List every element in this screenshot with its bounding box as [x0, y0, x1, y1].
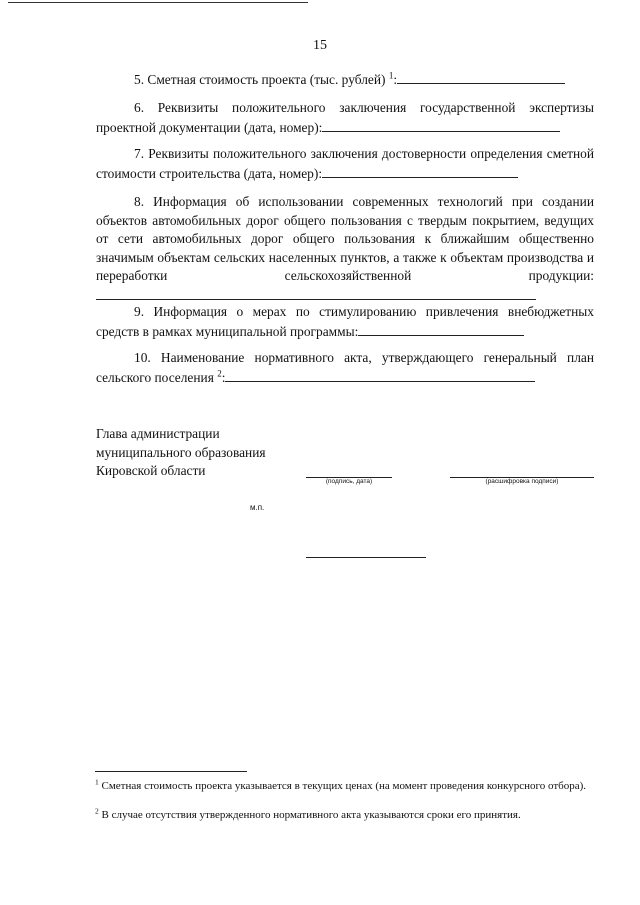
- item-8: [96, 193, 594, 306]
- item-6: [96, 99, 594, 137]
- item-9-text: 9. Информация о мерах по стимулированию привлечения внебюджетных средств в рамках муниципальной программы:: [96, 304, 594, 339]
- item-6-fill-line: [322, 118, 560, 132]
- footnote-1-mark: 1: [95, 777, 99, 787]
- footnote-2: [95, 808, 593, 823]
- item-5: [96, 70, 594, 90]
- item-7-fill-line: [322, 164, 518, 178]
- top-rule: [8, 2, 308, 3]
- item-10-fill-line: [225, 368, 535, 382]
- footnote-2-mark: 2: [95, 806, 99, 816]
- footnote-ref-2: 2: [217, 368, 222, 379]
- item-5-text: 5. Сметная стоимость проекта (тыс. рублей): [134, 72, 389, 87]
- stamp-place: м.п.: [250, 503, 265, 512]
- footnote-ref-1: 1: [388, 70, 394, 81]
- signatory-line-3: Кировской области: [96, 463, 206, 479]
- item-8-fill-line: [96, 286, 536, 300]
- item-5-colon: :: [393, 72, 398, 87]
- signatory-line-1: Глава администрации: [96, 426, 220, 441]
- item-10-text: 10. Наименование нормативного акта, утверждающего генеральный план сельского поселения: [96, 350, 594, 385]
- separator-line: [306, 557, 426, 558]
- item-7-text: 7. Реквизиты положительного заключения достоверности определения сметной стоимости строительства (дата, номер):: [96, 146, 594, 181]
- item-9: [96, 303, 594, 341]
- footnote-1: [95, 779, 593, 794]
- footnote-2-text: В случае отсутствия утвержденного нормативного акта указываются сроки его принятия.: [101, 809, 521, 821]
- page-number: 15: [313, 38, 327, 53]
- item-9-fill-line: [358, 322, 524, 336]
- item-10-colon: :: [221, 369, 226, 385]
- item-6-text: 6. Реквизиты положительного заключения государственной экспертизы проектной документации (дата, номер):: [96, 100, 594, 135]
- item-5-fill-line: [397, 70, 565, 84]
- footnote-1-text: Сметная стоимость проекта указывается в текущих ценах (на момент проведения конкурсного отбора).: [101, 780, 587, 792]
- signatory-block: [96, 425, 266, 481]
- item-10: [96, 349, 594, 387]
- signature-caption: (подпись, дата): [325, 478, 373, 485]
- name-decode-caption: (расшифровка подписи): [485, 478, 559, 485]
- item-7: [96, 145, 594, 183]
- item-8-text: 8. Информация об использовании современных технологий при создании объектов автомобильных дорог общего пользования с твердым покрытием, ведущих от сети автомобильных дорог общего пользования к ближайшим общественно значимым объектам сельских населенных пунктов, а также к объектам производства и переработки сельскохозяйственной продукции:: [96, 194, 594, 284]
- signatory-line-2: муниципального образования: [96, 444, 266, 460]
- footnote-rule: [95, 771, 247, 772]
